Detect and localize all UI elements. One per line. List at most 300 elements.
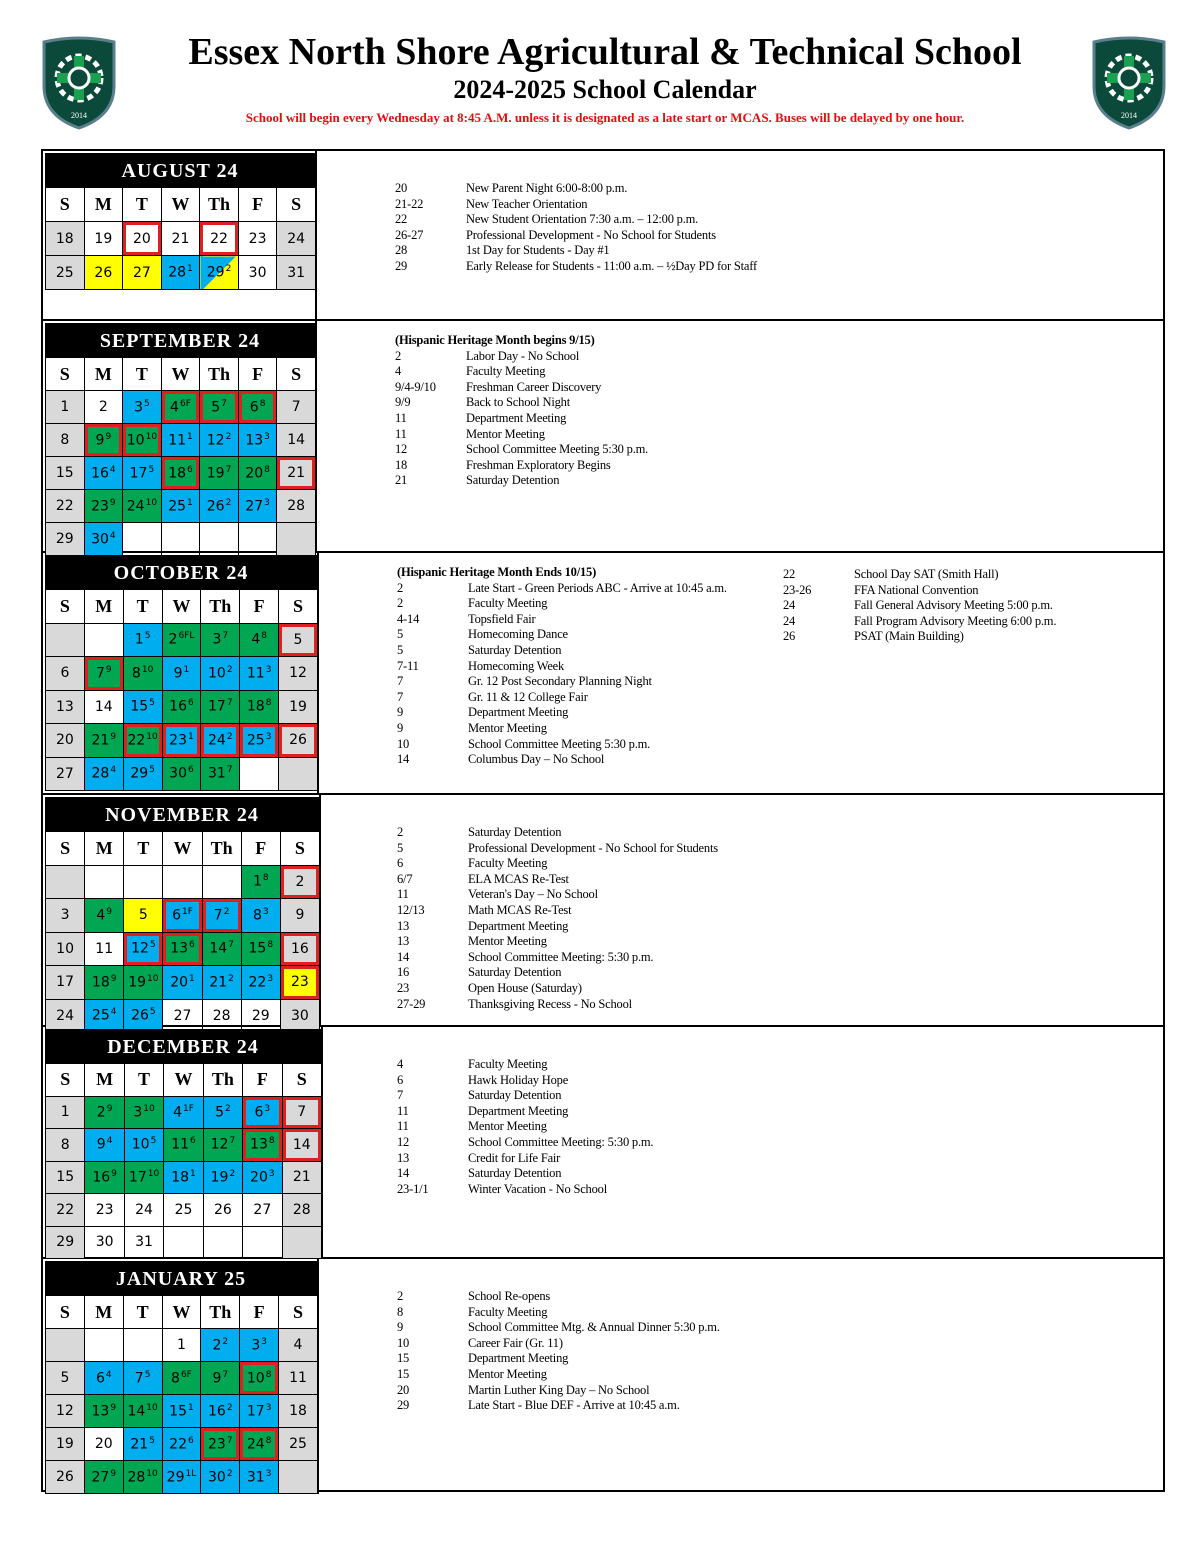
day-cell	[84, 1428, 123, 1461]
day-number: 20	[170, 974, 189, 991]
day-cell	[203, 1129, 242, 1162]
rotation-day-code: 4	[109, 464, 116, 475]
month-events	[397, 825, 718, 1012]
week-row	[46, 222, 316, 256]
event-date: 27-29	[397, 996, 426, 1011]
day-cell	[123, 391, 162, 424]
day-number: 24	[135, 1201, 153, 1218]
day-number: 24	[287, 230, 306, 247]
event-text: New Student Orientation 7:30 a.m. – 12:00 p.m.	[466, 212, 699, 227]
day-number: 28	[212, 1007, 231, 1024]
day-cell	[124, 1226, 163, 1259]
rotation-day-code: 8	[267, 940, 274, 951]
day-number: 14	[292, 1136, 311, 1153]
day-number: 11	[171, 1137, 190, 1154]
rotation-day-code: 3	[268, 1168, 275, 1179]
month-name: AUGUST 24	[45, 153, 315, 187]
weekday-header-row	[46, 590, 318, 624]
rotation-day-code: 1	[190, 1168, 196, 1179]
day-number: 24	[246, 1436, 265, 1453]
day-cell	[202, 865, 241, 899]
rotation-day-code: 5	[148, 464, 155, 475]
day-number: 25	[91, 1008, 110, 1025]
event-item	[395, 243, 757, 259]
event-text: Homecoming Week	[468, 658, 565, 673]
day-cell	[200, 490, 239, 523]
day-number: 20	[56, 732, 74, 749]
day-number: 11	[168, 432, 187, 449]
day-cell	[241, 966, 280, 1000]
day-number: 15	[169, 1403, 187, 1420]
day-cell	[282, 1226, 321, 1259]
day-cell	[279, 757, 318, 791]
day-cell	[162, 757, 201, 791]
day-cell	[46, 724, 85, 758]
day-number: 14	[127, 1403, 146, 1420]
event-item	[783, 614, 1056, 630]
event-date: 26-27	[395, 227, 424, 242]
week-row	[46, 1362, 318, 1395]
weekday-label: T	[123, 358, 162, 391]
day-cell	[241, 932, 280, 966]
day-number: 16	[208, 1403, 226, 1420]
event-date: 4-14	[397, 611, 420, 626]
rotation-day-code: 5	[144, 631, 151, 642]
rotation-day-code: 5	[144, 398, 150, 409]
weekday-label: F	[241, 832, 280, 866]
day-cell	[85, 966, 124, 1000]
weekday-label: S	[280, 832, 319, 866]
day-cell	[240, 1461, 279, 1494]
day-cell	[200, 222, 239, 256]
day-cell	[277, 457, 316, 490]
event-item	[397, 1351, 720, 1367]
day-number: 31	[246, 1469, 265, 1486]
event-text: Freshman Career Discovery	[466, 379, 602, 394]
event-item	[397, 1289, 720, 1305]
day-cell	[200, 391, 239, 424]
weekday-label: T	[123, 590, 162, 624]
rotation-day-code: 7	[221, 398, 227, 409]
event-text: School Day SAT (Smith Hall)	[854, 567, 999, 581]
day-cell	[124, 966, 163, 1000]
day-number: 19	[289, 698, 307, 715]
rotation-day-code: 8	[268, 1136, 275, 1147]
day-number: 16	[92, 1169, 111, 1186]
page-title: Essex North Shore Agricultural & Technical School	[188, 31, 1022, 73]
event-date: 21	[395, 473, 408, 488]
rotation-day-code: 8	[265, 1369, 272, 1380]
day-cell	[46, 690, 85, 724]
event-item	[395, 395, 648, 411]
week-row	[46, 1161, 322, 1194]
page-header	[0, 0, 1200, 140]
day-cell	[243, 1096, 282, 1129]
day-cell	[202, 932, 241, 966]
event-item	[783, 583, 1056, 599]
event-date: 20	[397, 1382, 410, 1397]
event-text: Math MCAS Re-Test	[468, 902, 572, 917]
week-row	[46, 1194, 322, 1227]
day-cell	[201, 1428, 240, 1461]
day-number: 1	[176, 1337, 186, 1353]
day-number: 28	[287, 498, 306, 514]
rotation-day-code: 1	[188, 1402, 194, 1413]
rotation-day-code: 6F	[180, 1369, 192, 1380]
event-item	[397, 721, 727, 737]
rotation-day-code: 1	[188, 731, 194, 742]
day-cell	[164, 1129, 203, 1162]
day-number: 21	[91, 732, 110, 749]
month-section	[43, 1027, 1163, 1259]
day-cell	[280, 966, 319, 1000]
rotation-day-code: 2	[222, 1336, 229, 1347]
day-number: 10	[56, 940, 74, 957]
event-text: New Teacher Orientation	[466, 196, 588, 211]
rotation-day-code: 5	[150, 1136, 157, 1147]
day-cell	[46, 1428, 85, 1461]
event-date: 23-26	[783, 582, 812, 597]
event-item	[783, 629, 1056, 645]
event-item	[397, 1088, 653, 1104]
event-item	[397, 1166, 653, 1182]
event-text: Saturday Detention	[468, 965, 562, 980]
event-item	[395, 228, 757, 244]
week-row	[46, 1329, 318, 1362]
day-number: 11	[289, 1370, 307, 1386]
day-cell	[123, 1329, 162, 1362]
rotation-day-code: 3	[265, 664, 272, 675]
day-cell	[123, 256, 162, 290]
day-number: 7	[213, 907, 223, 924]
day-cell	[201, 1329, 240, 1362]
day-cell	[123, 1362, 162, 1395]
day-number: 26	[213, 1201, 232, 1218]
event-text: Hawk Holiday Hope	[468, 1072, 569, 1087]
rotation-day-code: 7	[226, 765, 233, 776]
day-number: 24	[208, 732, 226, 749]
week-row	[46, 865, 320, 899]
day-number: 24	[126, 498, 145, 515]
rotation-day-code: 9	[105, 664, 112, 675]
event-text: Mentor Meeting	[466, 426, 545, 441]
event-text: Faculty Meeting	[468, 596, 548, 611]
day-cell	[123, 757, 162, 791]
rotation-day-code: 1L	[185, 1468, 197, 1479]
rotation-day-code: 3	[265, 1402, 272, 1413]
event-date: 26	[783, 629, 796, 644]
event-text: Veteran's Day – No School	[468, 887, 598, 902]
rotation-day-code: 10	[145, 497, 158, 508]
day-cell	[84, 523, 123, 556]
day-cell	[85, 1194, 124, 1227]
day-cell	[123, 623, 162, 657]
day-cell	[161, 424, 200, 457]
rotation-day-code: 6	[190, 1136, 196, 1147]
event-date: 13	[397, 934, 410, 949]
day-number: 23	[208, 1436, 226, 1453]
day-number: 30	[95, 1234, 114, 1251]
weekday-label: S	[282, 1064, 321, 1097]
event-item	[397, 612, 727, 628]
event-item	[397, 1182, 653, 1198]
event-item	[397, 1119, 653, 1135]
day-cell	[161, 490, 200, 523]
day-cell	[240, 690, 279, 724]
weekday-label: Th	[201, 590, 240, 624]
day-cell	[238, 222, 277, 256]
event-text: School Committee Meeting 5:30 p.m.	[466, 442, 649, 457]
event-date: 11	[397, 1103, 409, 1118]
day-number: 21	[287, 465, 306, 481]
event-item	[395, 364, 648, 380]
weekday-label: W	[162, 1296, 201, 1329]
day-number: 12	[56, 1403, 74, 1419]
event-date: 9/4-9/10	[395, 379, 436, 394]
month-section	[43, 151, 1163, 321]
event-text: Mentor Meeting	[468, 720, 547, 735]
month-heading-note: (Hispanic Heritage Month begins 9/15)	[395, 333, 595, 347]
day-cell	[161, 391, 200, 424]
rotation-day-code: 3	[265, 731, 272, 742]
day-number: 9	[95, 432, 105, 449]
month-events	[397, 1289, 720, 1414]
week-row	[46, 724, 318, 758]
day-cell	[279, 1362, 318, 1395]
event-item	[783, 598, 1056, 614]
day-cell	[200, 424, 239, 457]
rotation-day-code: 9	[110, 731, 117, 742]
event-item	[395, 427, 648, 443]
rotation-day-code: 3	[262, 906, 269, 917]
rotation-day-code: 8	[261, 631, 267, 642]
day-number: 21	[171, 230, 190, 247]
weekday-label: M	[85, 1064, 124, 1097]
day-cell	[279, 1329, 318, 1362]
event-text: ELA MCAS Re-Test	[468, 871, 569, 886]
event-item	[783, 567, 1056, 583]
event-item	[397, 950, 718, 966]
rotation-day-code: 6F	[179, 398, 191, 409]
rotation-day-code: 10	[147, 1168, 160, 1179]
month-calendar	[45, 555, 317, 791]
day-number: 15	[130, 699, 149, 716]
day-number: 20	[94, 1436, 113, 1452]
day-cell	[201, 1461, 240, 1494]
month-events-column-2	[783, 567, 1056, 645]
day-cell	[123, 1461, 162, 1494]
day-cell	[240, 724, 279, 758]
day-cell	[46, 391, 85, 424]
day-number: 6	[95, 1370, 105, 1387]
rotation-day-code: 6	[188, 765, 194, 776]
day-cell	[241, 865, 280, 899]
event-date: 13	[397, 918, 410, 933]
event-date: 12	[395, 442, 408, 457]
event-date: 4	[395, 364, 402, 379]
day-cell	[240, 757, 279, 791]
event-text: Saturday Detention	[468, 825, 562, 839]
rotation-day-code: 10	[141, 664, 154, 675]
day-number: 22	[169, 1436, 187, 1453]
event-item	[397, 1305, 720, 1321]
day-cell	[202, 966, 241, 1000]
day-number: 29	[206, 264, 225, 281]
day-number: 23	[91, 498, 109, 515]
day-number: 7	[297, 1104, 307, 1121]
week-row	[46, 523, 316, 556]
day-number: 5	[60, 1370, 70, 1386]
weekday-label: Th	[202, 832, 241, 866]
rotation-day-code: 3	[264, 497, 270, 508]
event-item	[397, 965, 718, 981]
event-date: 16	[397, 965, 410, 980]
day-number: 13	[170, 941, 189, 958]
event-item	[397, 856, 718, 872]
week-row	[46, 899, 320, 933]
rotation-day-code: 5	[149, 1007, 156, 1018]
day-cell	[85, 899, 124, 933]
day-number: 18	[246, 699, 265, 716]
weekday-label: T	[124, 832, 163, 866]
event-text: Freshman Exploratory Begins	[466, 457, 611, 472]
school-crest-logo	[1090, 36, 1168, 130]
event-date: 6	[397, 1072, 404, 1087]
event-text: Winter Vacation - No School	[468, 1181, 607, 1196]
day-cell	[46, 1329, 85, 1362]
event-item	[397, 1151, 653, 1167]
event-item	[397, 596, 727, 612]
day-number: 15	[56, 1169, 75, 1186]
day-cell	[124, 899, 163, 933]
event-text: Columbus Day – No School	[468, 752, 605, 767]
rotation-day-code: 2	[225, 264, 232, 275]
weekday-label: W	[163, 832, 202, 866]
day-number: 26	[94, 264, 113, 281]
event-text: Late Start - Blue DEF - Arrive at 10:45 a.m.	[468, 1398, 680, 1413]
event-item	[397, 581, 727, 597]
day-cell	[240, 1428, 279, 1461]
weekday-label: M	[85, 832, 124, 866]
rotation-day-code: 1	[189, 973, 195, 984]
day-cell	[85, 932, 124, 966]
day-number: 10	[208, 665, 226, 682]
event-text: Department Meeting	[468, 918, 569, 933]
day-cell	[200, 523, 239, 556]
month-calendar	[45, 1029, 321, 1259]
day-number: 15	[55, 465, 74, 481]
day-number: 3	[60, 907, 70, 924]
event-date: 14	[397, 752, 410, 767]
day-cell	[161, 523, 200, 556]
day-cell	[84, 690, 123, 724]
rotation-day-code: 2	[225, 497, 232, 508]
event-date: 7	[397, 689, 404, 704]
day-cell	[200, 457, 239, 490]
event-text: PSAT (Main Building)	[854, 629, 964, 644]
crest-year: 2014	[71, 111, 87, 120]
event-date: 12/13	[397, 902, 425, 917]
week-row	[46, 1395, 318, 1428]
day-number: 16	[169, 699, 187, 716]
event-item	[397, 1320, 720, 1336]
weekday-label: S	[46, 188, 85, 222]
day-cell	[243, 1161, 282, 1194]
event-item	[395, 181, 757, 197]
month-name: DECEMBER 24	[45, 1029, 321, 1063]
day-cell	[282, 1161, 321, 1194]
event-text: Back to School Night	[466, 395, 570, 410]
weekday-header-row	[46, 188, 316, 222]
day-cell	[280, 932, 319, 966]
day-number: 22	[127, 732, 146, 749]
week-row	[46, 1428, 318, 1461]
event-date: 24	[783, 613, 796, 628]
weekday-label: W	[161, 188, 200, 222]
day-number: 1	[60, 399, 70, 415]
event-date: 5	[397, 627, 404, 642]
event-date: 2	[397, 825, 404, 839]
weekday-header-row	[46, 1296, 318, 1329]
weekday-label: F	[240, 590, 279, 624]
event-text: Topsfield Fair	[468, 611, 536, 626]
rotation-day-code: 9	[106, 1103, 113, 1114]
event-item	[395, 380, 648, 396]
day-number: 30	[169, 766, 187, 783]
day-number: 18	[289, 1403, 307, 1419]
day-cell	[46, 1096, 85, 1129]
day-number: 20	[132, 230, 151, 247]
month-section	[43, 795, 1163, 1027]
day-cell	[279, 657, 318, 691]
weekday-label: F	[240, 1296, 279, 1329]
day-cell	[46, 1395, 85, 1428]
rotation-day-code: 5	[149, 765, 155, 776]
event-text: Professional Development - No School for Students	[466, 227, 716, 242]
event-date: 6	[397, 856, 404, 871]
day-cell	[238, 490, 277, 523]
rotation-day-code: 9	[110, 973, 117, 984]
day-number: 23	[248, 230, 267, 247]
event-item	[397, 934, 718, 950]
event-text: FFA National Convention	[854, 582, 979, 597]
event-text: Saturday Detention	[468, 642, 562, 657]
day-cell	[277, 424, 316, 457]
event-text: Homecoming Dance	[468, 627, 568, 642]
rotation-day-code: 3	[264, 1103, 271, 1114]
day-cell	[84, 657, 123, 691]
rotation-day-code: 5	[149, 940, 156, 951]
rotation-day-code: 2	[228, 973, 234, 984]
day-cell	[46, 865, 85, 899]
day-number: 18	[55, 230, 74, 247]
day-number: 5	[293, 631, 303, 648]
event-text: Mentor Meeting	[468, 934, 547, 949]
day-number: 15	[248, 941, 267, 958]
day-cell	[241, 899, 280, 933]
day-cell	[46, 424, 85, 457]
event-date: 10	[397, 736, 410, 751]
day-number: 31	[208, 766, 226, 783]
rotation-day-code: 5	[149, 1435, 155, 1446]
day-number: 22	[248, 974, 267, 991]
weekday-label: Th	[201, 1296, 240, 1329]
day-cell	[238, 457, 277, 490]
rotation-day-code: 7	[226, 1435, 233, 1446]
day-cell	[46, 256, 85, 290]
event-date: 4	[397, 1057, 404, 1071]
day-number: 10	[126, 432, 145, 449]
